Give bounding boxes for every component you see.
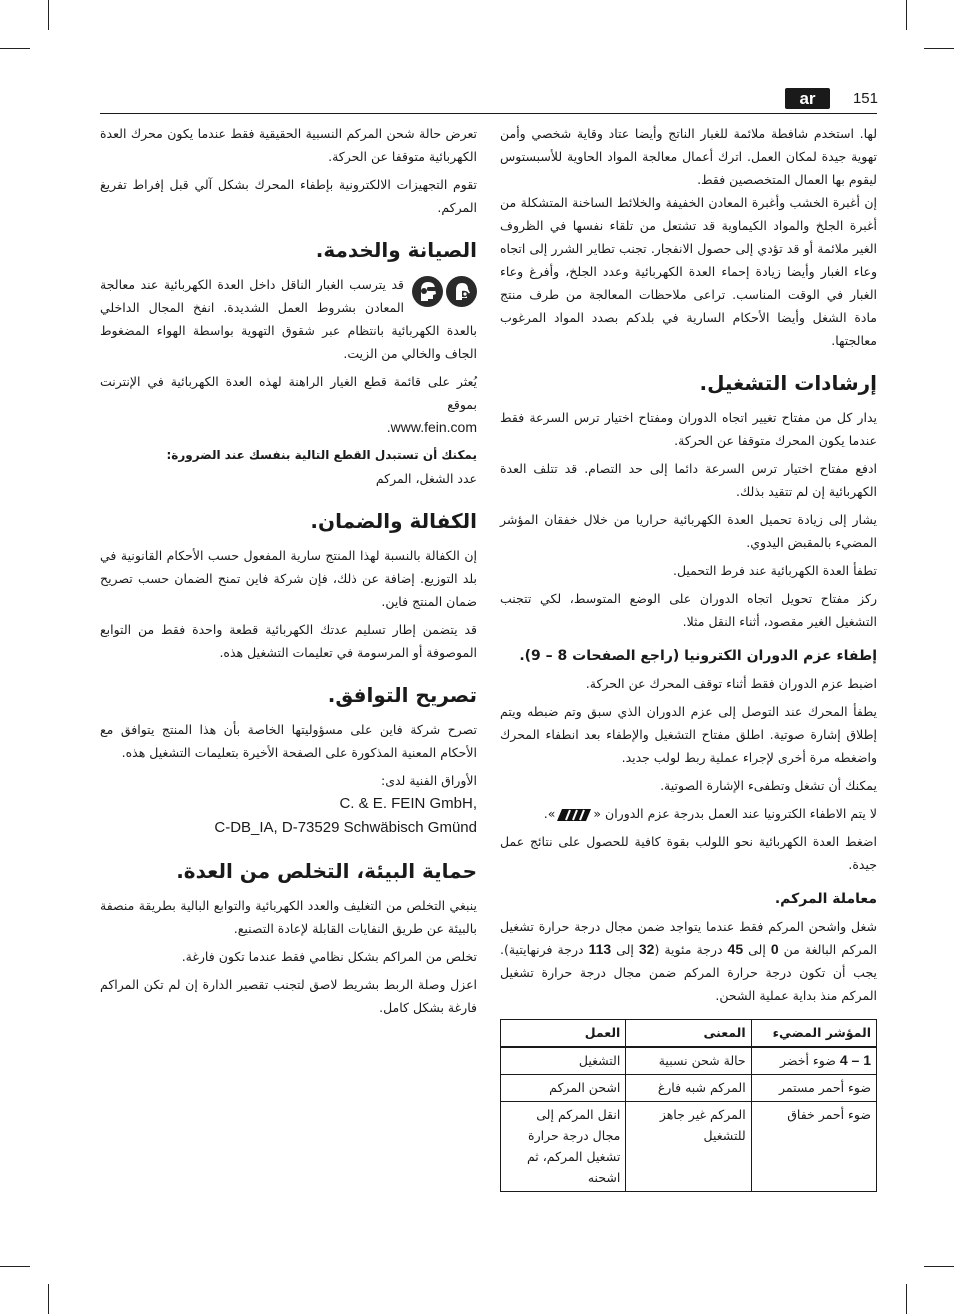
cell-meaning: حالة شحن نسبية [626,1047,751,1075]
company-name: C. & E. FEIN GmbH, [339,795,477,812]
deep-discharge-paragraph: تقوم التجهيزات الالكترونية بإطفاء المحرك بشكل آلي قبل إفراط تفريغ المركم. [100,177,477,215]
warranty-paragraph: قد يتضمن إطار تسليم عدتك الكهربائية قطعة واحدة فقط من التوابع الموصوفة أو المرسومة في تعليمات التشغيل هذه. [100,622,477,660]
table-row [501,1047,877,1075]
operating-paragraph: يدار كل من مفتاح تغيير اتجاه الدوران ومفتاح اختيار ترس السرعة فقط عندما يكون المحرك متوقفا عن الحركة. [500,410,877,448]
torque-paragraph: اضبط عزم الدوران فقط أثناء توقف المحرك عن الحركة. [585,676,877,691]
environment-paragraph: ينبغي التخلص من التغليف والعدد الكهربائية والتوابع البالية بطريقة منصفة بالبيئة عن طريق النفايات القابلة لإعادة التصنيع. [100,898,477,936]
warranty-heading: الكفالة والضمان. [310,509,477,533]
table-row [501,1075,877,1102]
safety-paragraph: لها. استخدم شافطة ملائمة للغبار الناتج وأيضا عتاد وقاية شخصي وأمن تهوية جيدة لمكان العمل. اترك أعمال معالجة المواد الحاوية للأسبستوس ليقوم بها العمال المتخصصين فقط. [500,126,877,187]
environment-paragraph: اعزل وصلة الربط بشريط لاصق لتجنب تقصير الدارة إن لم تكن المراكم فارغة بشكل كامل. [100,977,477,1015]
protection-icons [412,276,477,307]
table-header-row [501,1020,877,1048]
respirator-icon [446,276,477,307]
eye-ear-protection-icon [412,276,443,307]
warranty-paragraph: إن الكفالة بالنسبة لهذا المنتج سارية المفعول حسب الأحكام القانونية في بلد التوزيع. إضافة عن ذلك، فإن شركة فاين تمنح الضمان حسب تصريح ضمان المنتج فاين. [100,548,477,609]
conformity-paragraph: تصرح شركة فاين على مسؤوليتها الخاصة بأن هذا المنتج يتوافق مع الأحكام المعنية المذكورة على الصفحة الأخيرة بتعليمات التشغيل هذه. [100,722,477,760]
crop-mark [0,48,30,49]
replaceable-parts-list: عدد الشغل، المركم [375,471,477,486]
conformity-heading: تصريح التوافق. [327,683,477,707]
cell-indicator: ضوء أحمر خفاق [751,1102,876,1192]
temperature-value: 113 [588,941,612,957]
drill-mode-icon [557,809,591,821]
header-meaning: المعنى [626,1020,751,1048]
company-address: C-DB_IA, D-73529 Schwäbisch Gmünd [214,819,477,836]
crop-mark [48,0,49,30]
header-indicator: المؤشر المضيء [751,1020,876,1048]
crop-mark [48,1284,49,1314]
operating-paragraph: تطفأ العدة الكهربائية عند فرط التحميل. [672,563,877,578]
right-column [500,122,877,1192]
crop-mark [924,1266,954,1267]
temperature-value: 0 [770,941,779,957]
spare-parts-text: يُعثر على قائمة قطع الغيار الراهنة لهذه العدة الكهربائية في الإنترنت بموقع [100,374,477,412]
drill-mode-paragraph [500,802,877,825]
crop-mark [906,1284,907,1314]
operating-instructions-heading: إرشادات التشغيل. [699,371,877,395]
cell-action: اشحن المركم [501,1075,626,1102]
battery-indicator-table [500,1019,877,1192]
cell-meaning: المركم شبه فارغ [626,1075,751,1102]
replaceable-parts-label: يمكنك أن تستبدل القطع التالية بنفسك عند الضرورة: [166,448,477,462]
text-segment: إلى [611,942,639,957]
spare-parts-paragraph [100,370,477,439]
website-text: www.fein.com. [386,419,477,435]
torque-cutoff-heading: إطفاء عزم الدوران الكترونيا (راجع الصفحات 8 – 9). [519,648,877,664]
header-rule [100,113,877,114]
temperature-value: 45 [727,941,744,957]
table-row [501,1102,877,1192]
drill-mode-text: لا يتم الاطفاء الكترونيا عند العمل بدرجة عزم الدوران « [593,806,877,821]
page-number: 151 [852,90,878,107]
crop-mark [0,1266,30,1267]
text-segment: إلى [743,942,771,957]
text-segment: درجة فرنهايتية). يجب أن تكون درجة حرارة المركم ضمن مجال درجة حرارة تشغيل المركم منذ بداية عملية الشحن. [500,942,877,1003]
operating-paragraph: ركز مفتاح تحويل اتجاه الدوران على الوضع المتوسط، لكي تتجنب التشغيل الغير مقصود، أثناء النقل مثلا. [500,591,877,629]
text-segment: شغل واشحن المركم فقط عندما يتواجد ضمن مجال درجة حرارة تشغيل المركم البالغة من [500,919,877,957]
dust-explosion-paragraph: إن أغبرة الخشب وأغبرة المعادن الخفيفة والخلائط الساخنة المتشكلة من أغبرة الجلخ والمواد الكيماوية قد تشتعل من تلقاء نفسها في الظروف الغير ملائمة أو قد تؤدي إلى حصول الانفجار. تجنب تطاير الشرر إلى اتجاه وعاء الغبار وأيضا زيادة إحماء العدة الكهربائية وعدد الجلخ، وأفرغ وعاء الغبار في الوقت المناسب. تراعى ملاحظات المعالجة من طرف منتج مادة الشغل وأيضا الأحكام السارية في بلدكم بصدد المواد المرغوب معالجتها. [500,195,877,348]
maintenance-text: قد يترسب الغبار الناقل داخل العدة الكهربائية عند معالجة المعادن بشروط العمل الشديدة. انفخ المجال الداخلي بالعدة الكهربائية بانتظام عبر شقوق التهوية بواسطة الهواء المضغوط الجاف والخالي من الزيت. [100,277,477,361]
cell-meaning: المركم غير جاهز للتشغيل [626,1102,751,1192]
operating-paragraph: يشار إلى زيادة تحميل العدة الكهربائية حراريا من خلال خفقان المؤشر المضيء بالمقبض اليدوي. [500,512,877,550]
header-action: العمل [501,1020,626,1048]
text-segment: درجة مئوية ( [654,942,728,957]
cell-indicator: ضوء أحمر مستمر [751,1075,876,1102]
environment-paragraph: تخلص من المراكم بشكل نظامي فقط عندما تكون فارغة. [181,949,477,964]
language-tag: ar [785,88,830,109]
battery-temperature-paragraph [500,915,877,1007]
cell-indicator [751,1047,876,1075]
technical-documents-label: الأوراق الفنية لدى: [380,773,477,788]
drill-mode-text-end: ». [543,806,556,821]
indicator-text: ضوء أخضر [779,1053,836,1068]
torque-paragraph: يطفأ المحرك عند التوصل إلى عزم الدوران الذي سبق وتم ضبطه ويتم إطلاق إشارة صوتية. اطلق مفتاح التشغيل والإطفاء بعد انطفاء المحرك واضغطه مرة أخرى لإجراء عملية ربط لولب جديد. [500,704,877,765]
temperature-value: 32 [638,941,655,957]
battery-handling-heading: معاملة المركم. [774,891,877,907]
cell-action: انقل المركم إلى مجال درجة حرارة تشغيل المركم، ثم اشحنه [501,1102,626,1192]
crop-mark [924,48,954,49]
indicator-range: 1 – 4 [839,1052,871,1068]
cell-action: التشغيل [501,1047,626,1075]
torque-paragraph: يمكنك أن تشغل وتطفىء الإشارة الصوتية. [660,778,877,793]
environment-heading: حماية البيئة، التخلص من العدة. [176,859,477,883]
charge-state-paragraph: تعرض حالة شحن المركم النسبية الحقيقية فقط عندما يكون محرك العدة الكهربائية متوقفا عن الحركة. [100,126,477,164]
crop-mark [906,0,907,30]
torque-paragraph: اضغط العدة الكهربائية نحو اللولب بقوة كافية للحصول على نتائج عمل جيدة. [500,834,877,872]
maintenance-paragraph [100,273,477,365]
maintenance-heading: الصيانة والخدمة. [315,238,477,262]
left-column [100,122,477,1024]
operating-paragraph: ادفع مفتاح اختيار ترس السرعة دائما إلى حد التصام. قد تتلف العدة الكهربائية إن لم تتقيد بذلك. [500,461,877,499]
